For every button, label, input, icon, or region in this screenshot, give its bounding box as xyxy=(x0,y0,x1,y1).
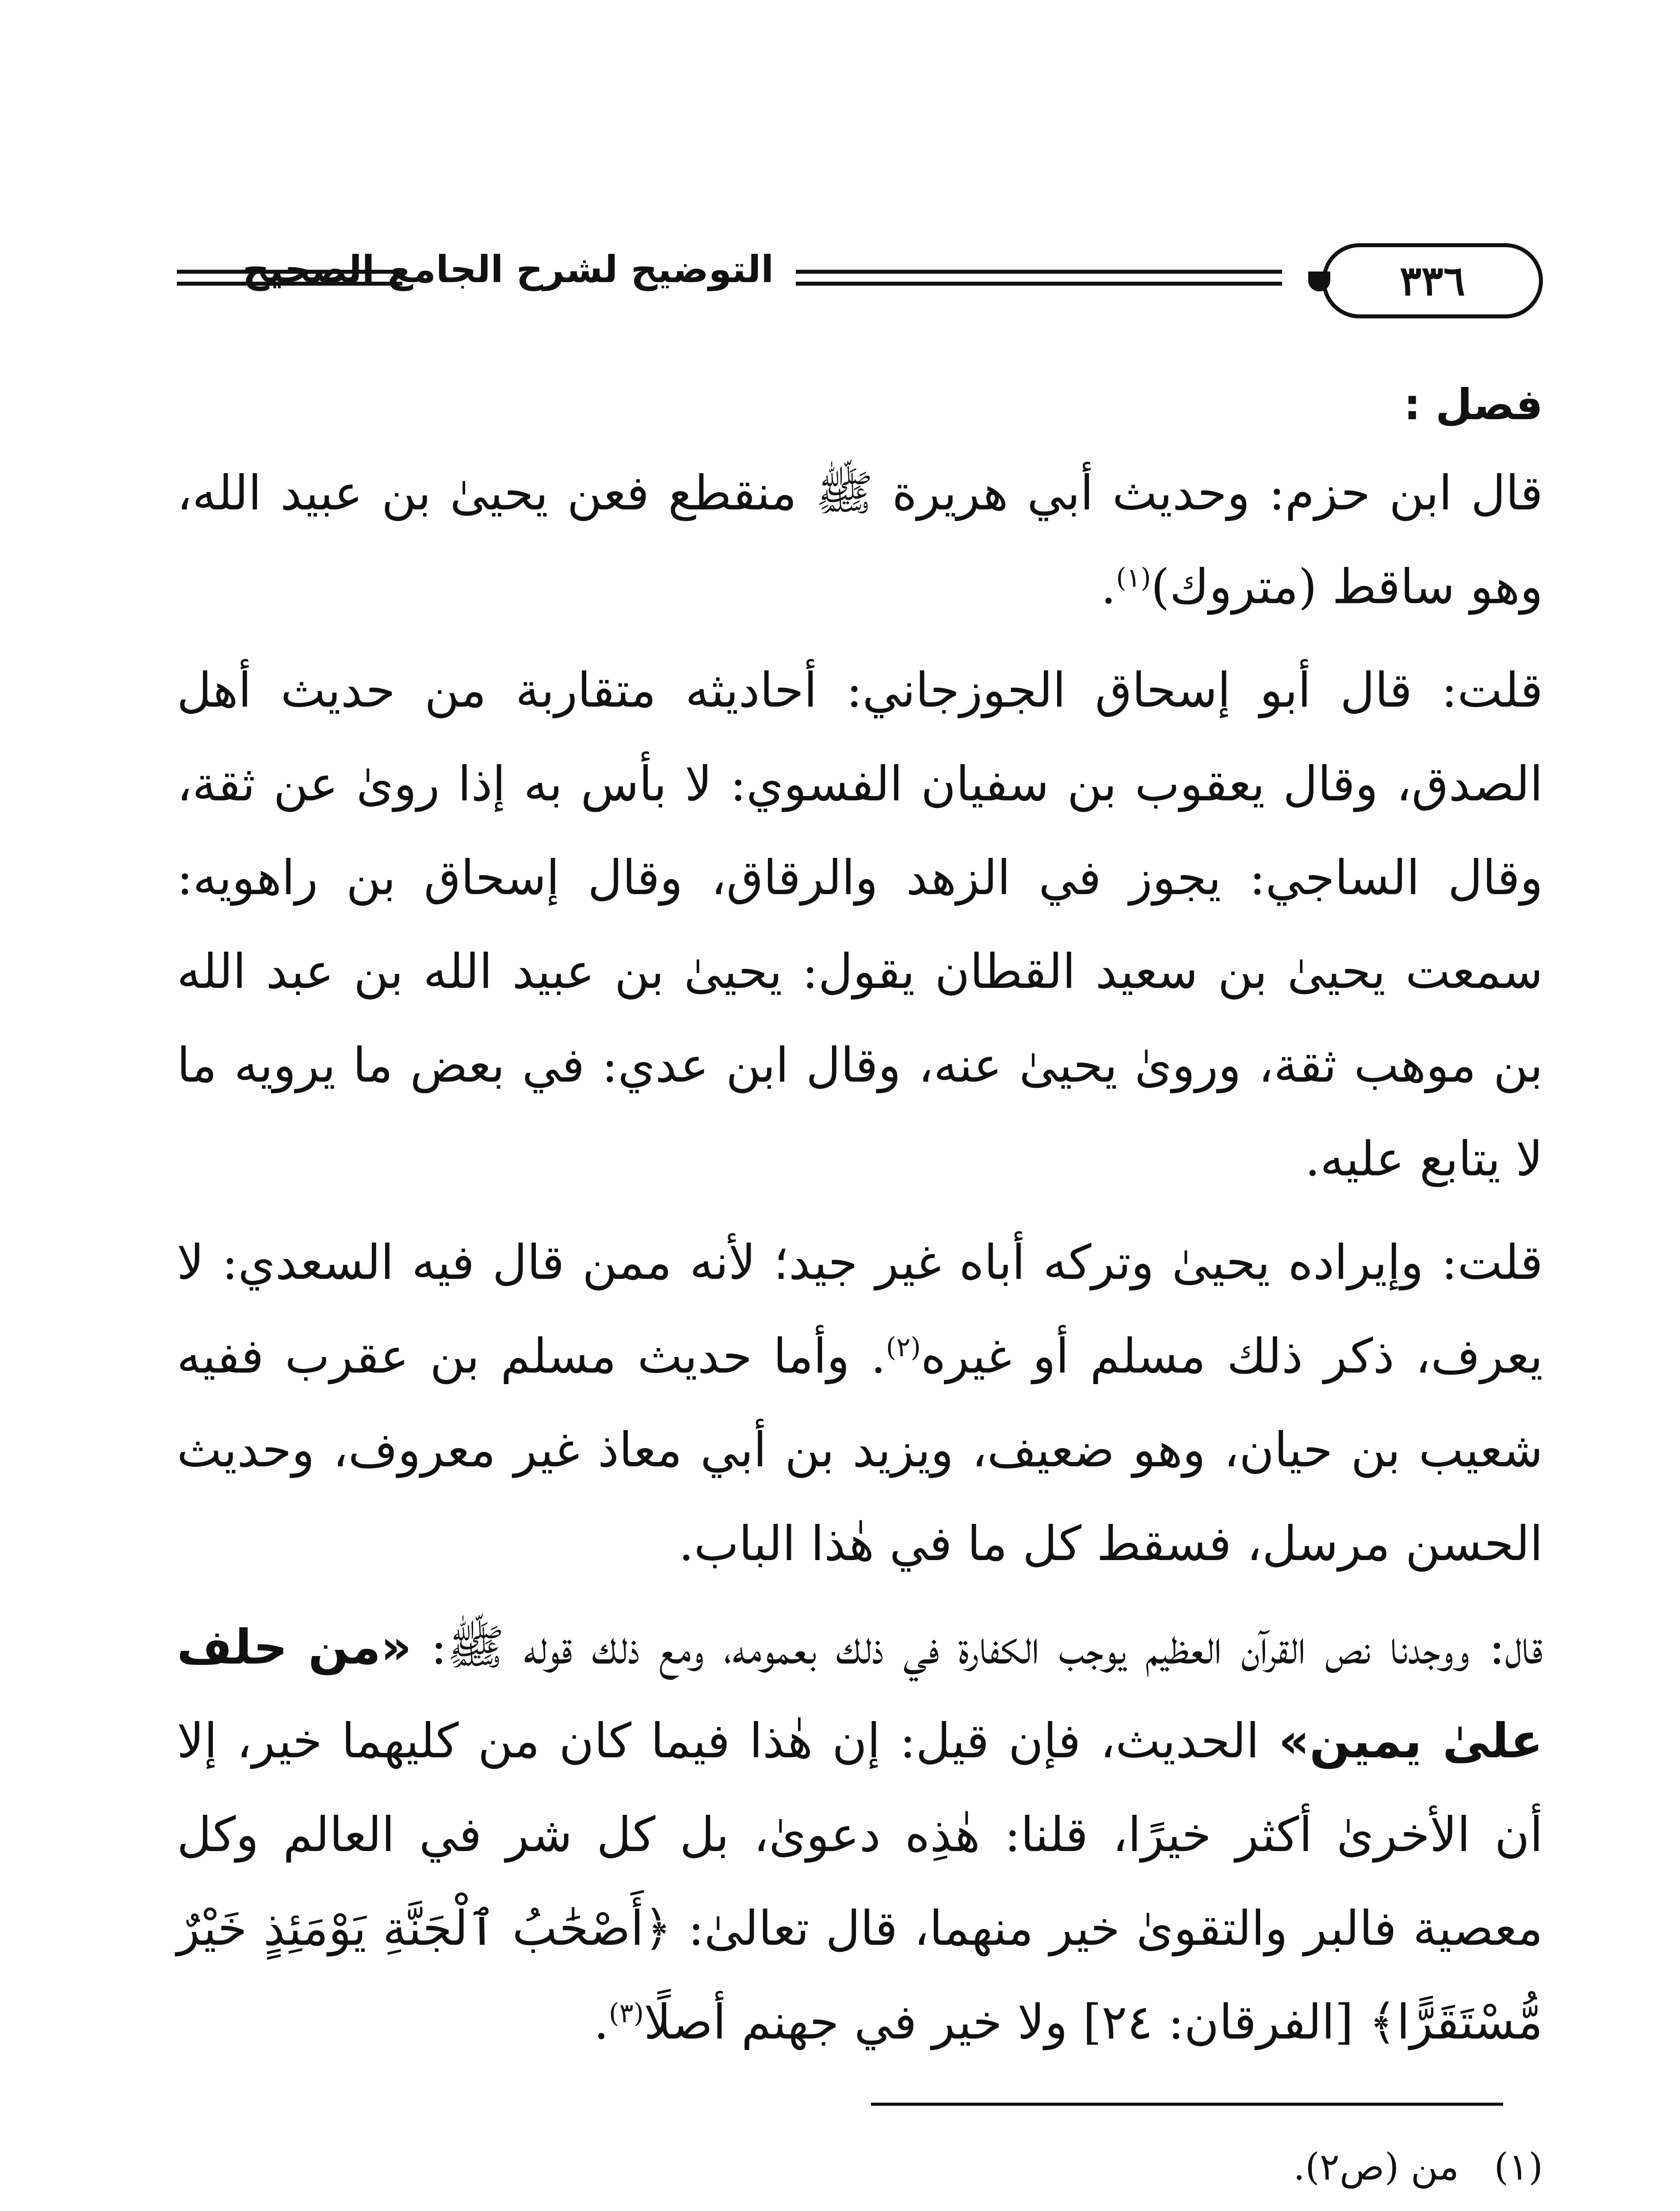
section-heading: فصل : xyxy=(1404,380,1543,429)
paragraph-text: . وأما حديث مسلم بن عقرب ففيه شعيب بن حيان، وهو ضعيف، ويزيد بن أبي معاذ غير معروف، وحديث الحسن مرسل، فسقط كل ما في هٰذا الباب. xyxy=(177,1329,1543,1572)
paragraph-text: . xyxy=(1101,559,1116,615)
footnote-text: من (ص٢). xyxy=(1293,2145,1459,2188)
paragraph-text: قال ابن حزم: وحديث أبي هريرة ﷺ منقطع فعن يحيىٰ بن عبيد الله، وهو ساقط (متروك) xyxy=(177,466,1543,615)
running-title: التوضيح لشرح الجامع الصحيح xyxy=(242,248,774,291)
paragraph xyxy=(177,447,1543,634)
quran-verse: ﴿أَصْحَٰبُ ٱلْجَنَّةِ يَوْمَئِذٍ خَيْرٌ مُّسْتَقَرًّا﴾ xyxy=(177,1901,1543,2050)
footnote-ref: (١) xyxy=(1116,562,1151,593)
paragraph-text: قلت: وإيراده يحيىٰ وتركه أباه غير جيد؛ لأنه ممن قال فيه السعدي: لا يعرف، ذكر ذلك مسلم أو غيره xyxy=(177,1235,1543,1384)
header-rule xyxy=(177,270,402,286)
paragraph-text: قلت: قال أبو إسحاق الجوزجاني: أحاديثه متقاربة من حديث أهل الصدق، وقال يعقوب بن سفيان الفسوي: لا بأس به إذا روىٰ عن ثقة، وقال الساجي: يجوز في الزهد والرقاق، وقال إسحاق بن راهويه: سمعت يحيىٰ بن سعيد القطان يقول: يحيىٰ بن عبيد الله بن عبد الله بن موهب ثقة، وروىٰ يحيىٰ عنه، وقال ابن عدي: في بعض ما يرويه ما لا يتابع عليه. xyxy=(177,663,1543,1187)
footnote-ref: (٣) xyxy=(609,1998,644,2029)
footnote xyxy=(177,2202,1543,2211)
paragraph xyxy=(177,1216,1543,1591)
paragraph-text: قال: ووجدنا نص القرآن العظيم يوجب الكفارة في ذلك بعمومه، ومع ذلك قوله ﷺ: xyxy=(411,1620,1543,1675)
paragraph-text: [الفرقان: ٢٤] ولا خير في جهنم أصلًا xyxy=(644,1995,1369,2050)
hadith-phrase: «من حلف علىٰ يمين» xyxy=(177,1620,1543,1769)
page-number: ٣٣٦ xyxy=(1322,243,1543,318)
footnote-divider xyxy=(871,2103,1503,2106)
running-header xyxy=(177,239,1543,323)
header-rule xyxy=(796,270,1282,286)
footnote-text xyxy=(177,2202,1459,2211)
footnote-number: (١) xyxy=(1494,2145,1543,2188)
paragraph-text: . xyxy=(593,1995,609,2050)
footnote-ref: (٢) xyxy=(886,1332,921,1363)
footnotes xyxy=(177,2131,1543,2211)
footnote-number xyxy=(1459,2202,1543,2211)
main-text xyxy=(177,363,1543,2079)
paragraph xyxy=(177,1601,1543,2069)
footnote xyxy=(177,2131,1543,2202)
paragraph xyxy=(177,644,1543,1206)
paragraph-text: الحديث، فإن قيل: إن هٰذا فيما كان من كليهما خير، إلا أن الأخرىٰ أكثر خيرًا، قلنا: هٰذِه دعوىٰ، بل كل شر في العالم وكل معصية فالبر والتقوىٰ خير منهما، قال تعالىٰ: xyxy=(177,1714,1543,1956)
